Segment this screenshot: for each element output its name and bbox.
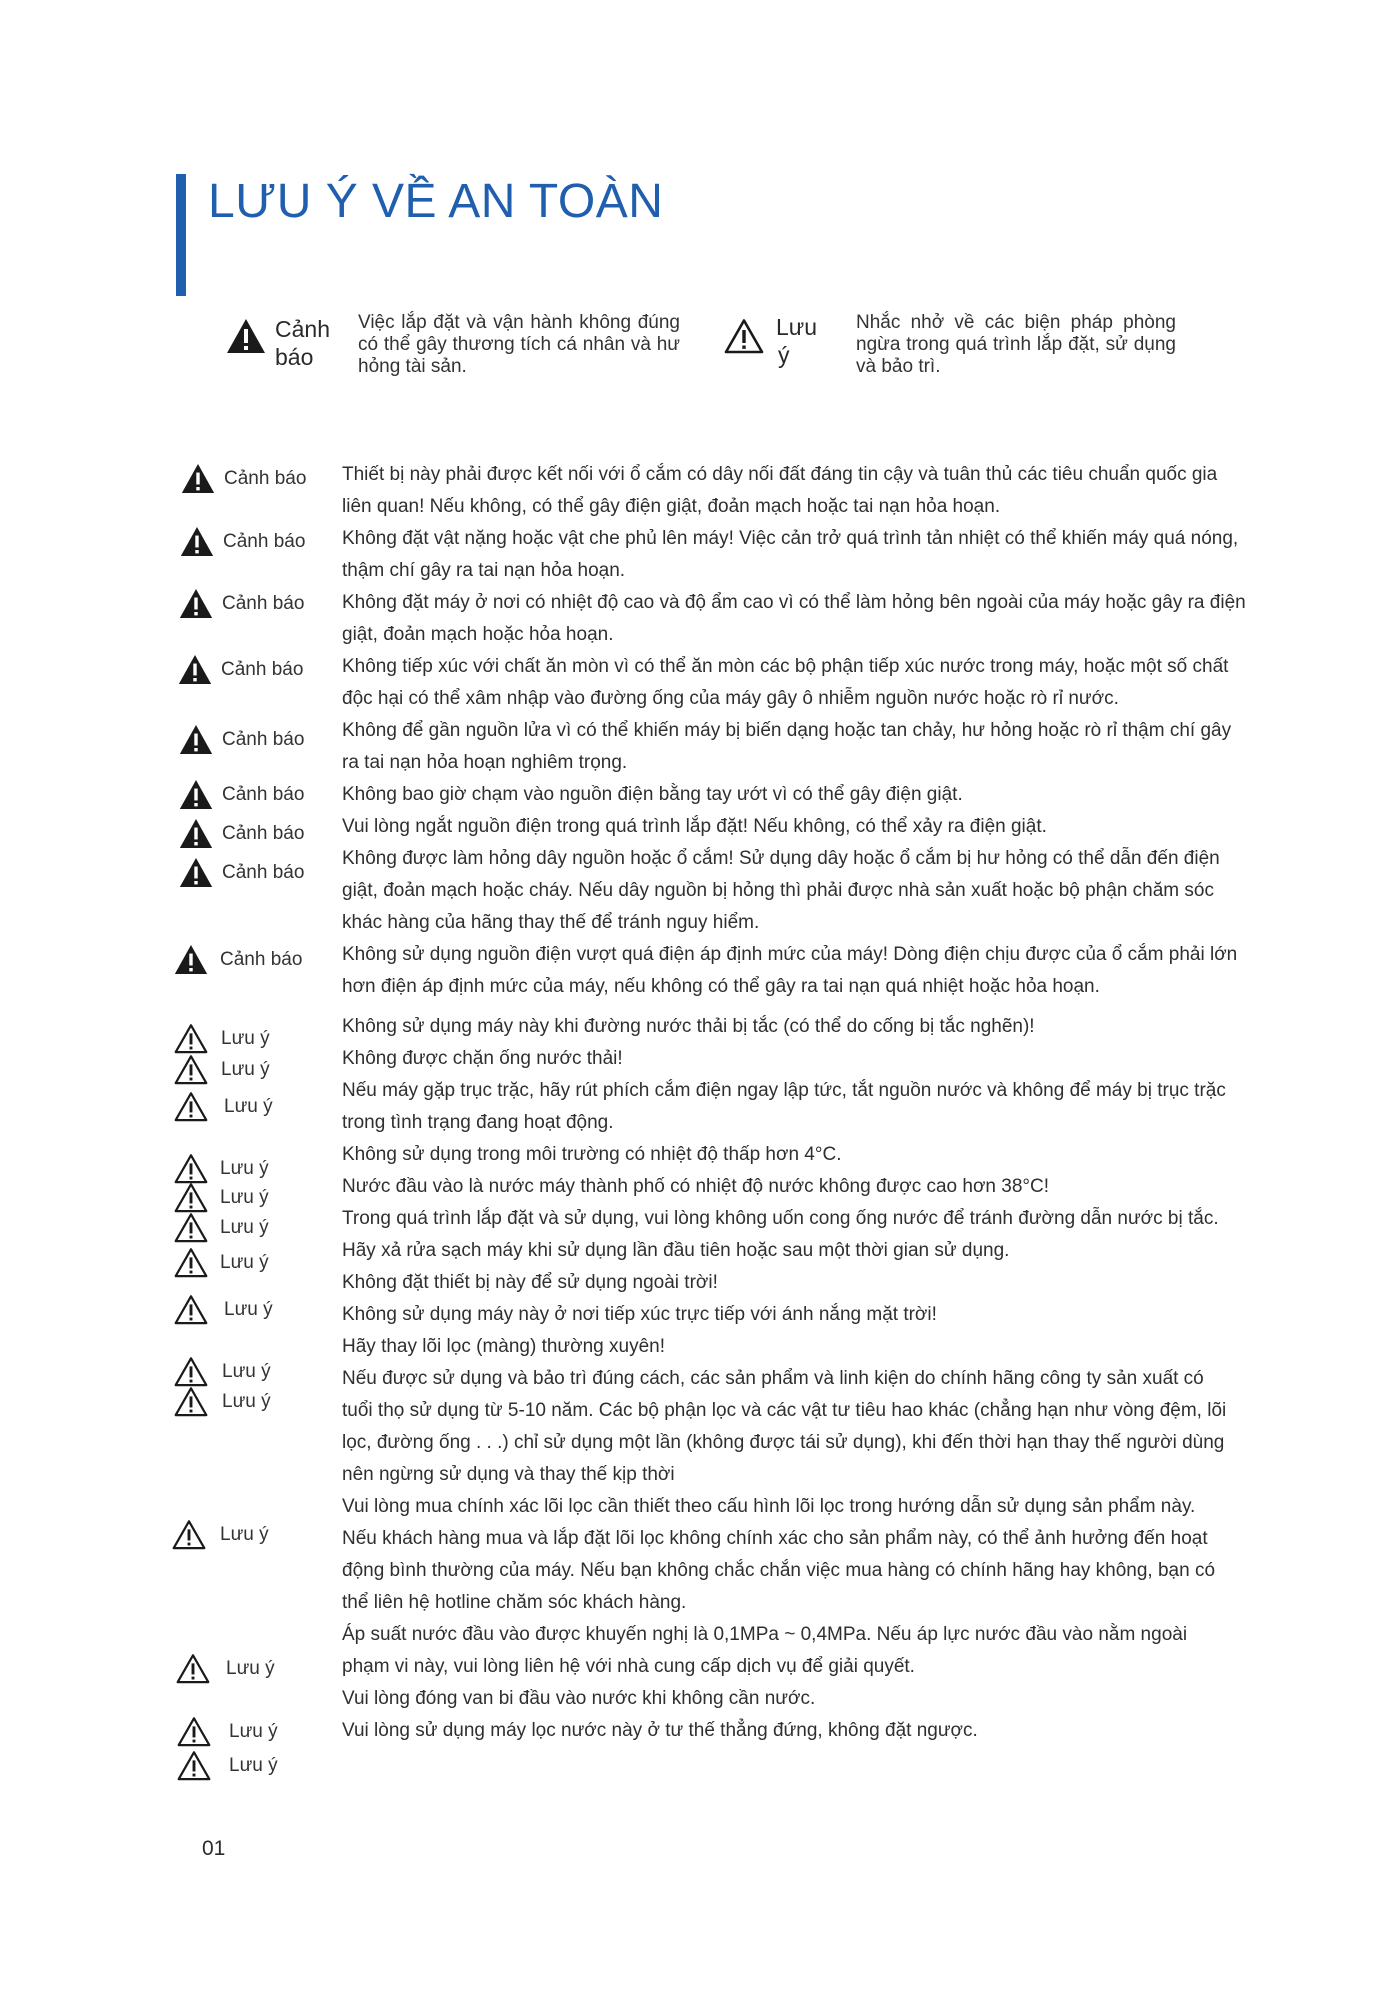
note-item: Không để gần nguồn lửa vì có thể khiến máy bị biến dạng hoặc tan chảy, hư hỏng hoặc rò rỉ thậm chí gây ra tai nạn hỏa hoạn nghiêm trọng. bbox=[342, 720, 1232, 773]
safety-notes bbox=[342, 459, 1292, 1747]
warning-icon bbox=[179, 779, 213, 810]
warning-marker-label: Cảnh báo bbox=[221, 658, 304, 680]
caution-marker-label: Lưu ý bbox=[221, 1058, 270, 1080]
warning-icon bbox=[181, 463, 215, 494]
caution-marker bbox=[177, 1750, 278, 1781]
caution-icon bbox=[174, 1023, 208, 1054]
note-item: Nếu máy gặp trục trặc, hãy rút phích cắm điện ngay lập tức, tắt nguồn nước và không để máy bị trục trặc trong tình trạng đang hoạt động. bbox=[342, 1080, 1226, 1133]
caution-marker-label: Lưu ý bbox=[220, 1186, 269, 1208]
caution-icon bbox=[174, 1356, 208, 1387]
caution-icon bbox=[724, 318, 764, 354]
warning-marker-label: Cảnh báo bbox=[220, 948, 303, 970]
warning-icon bbox=[179, 724, 213, 755]
note-item: Không bao giờ chạm vào nguồn điện bằng tay ướt vì có thể gây điện giật. bbox=[342, 784, 963, 805]
note-item: Không được làm hỏng dây nguồn hoặc ổ cắm! Sử dụng dây hoặc ổ cắm bị hư hỏng có thể dẫn đến điện giật, đoản mạch hoặc cháy. Nếu dây nguồn bị hỏng thì phải được nhà sản xuất hoặc bộ phận chăm sóc khác hàng của hãng thay thế để tránh nguy hiểm. bbox=[342, 848, 1220, 933]
note-item: Vui lòng ngắt nguồn điện trong quá trình lắp đặt! Nếu không, có thể xảy ra điện giật. bbox=[342, 816, 1047, 837]
warning-marker bbox=[179, 588, 304, 619]
caution-marker bbox=[176, 1653, 275, 1684]
caution-icon bbox=[174, 1212, 208, 1243]
caution-marker bbox=[174, 1386, 271, 1417]
caution-marker bbox=[174, 1212, 269, 1243]
legend-caution-description: Nhắc nhở về các biện pháp phòng ngừa trong quá trình lắp đặt, sử dụng và bảo trì. bbox=[856, 312, 1176, 377]
warning-marker-label: Cảnh báo bbox=[222, 728, 305, 750]
warning-marker bbox=[181, 463, 306, 494]
legend-caution-label-line2: ý bbox=[778, 342, 790, 368]
note-item: Không được chặn ống nước thải! bbox=[342, 1048, 623, 1069]
warning-marker-label: Cảnh báo bbox=[223, 530, 306, 552]
page-title: LƯU Ý VỀ AN TOÀN bbox=[208, 175, 664, 228]
note-item: Nếu được sử dụng và bảo trì đúng cách, các sản phẩm và linh kiện do chính hãng công ty sản xuất có tuổi thọ sử dụng từ 5-10 năm. Các bộ phận lọc và các vật tư tiêu hao khác (chẳng hạn như vòng đệm, lõi lọc, đường ống . . .) chỉ sử dụng một lần (không được tái sử dụng), khi đến thời hạn thay thế người dùng nên ngừng sử dụng và thay thế kịp thời bbox=[342, 1368, 1227, 1485]
legend-warning-label-line1: Cảnh bbox=[275, 316, 330, 342]
caution-icon bbox=[177, 1716, 211, 1747]
caution-marker-label: Lưu ý bbox=[229, 1754, 278, 1776]
warning-icon bbox=[179, 588, 213, 619]
caution-marker-label: Lưu ý bbox=[220, 1251, 269, 1273]
warning-marker bbox=[179, 857, 304, 888]
note-item: Hãy xả rửa sạch máy khi sử dụng lần đầu tiên hoặc sau một thời gian sử dụng. bbox=[342, 1240, 1010, 1261]
caution-icon bbox=[176, 1653, 210, 1684]
warning-icon bbox=[179, 857, 213, 888]
caution-marker-label: Lưu ý bbox=[224, 1095, 273, 1117]
warning-marker bbox=[179, 724, 304, 755]
caution-marker bbox=[177, 1716, 278, 1747]
warning-marker-label: Cảnh báo bbox=[224, 467, 307, 489]
note-item: Vui lòng sử dụng máy lọc nước này ở tư thế thẳng đứng, không đặt ngược. bbox=[342, 1720, 978, 1741]
note-item: Không sử dụng máy này khi đường nước thải bị tắc (có thể do cống bị tắc nghẽn)! bbox=[342, 1016, 1035, 1037]
note-item: Thiết bị này phải được kết nối với ổ cắm có dây nối đất đáng tin cậy và tuân thủ các tiêu chuẩn quốc gia liên quan! Nếu không, có thể gây điện giật, đoản mạch hoặc tai nạn hỏa hoạn. bbox=[342, 464, 1218, 517]
caution-icon bbox=[172, 1519, 206, 1550]
caution-marker-label: Lưu ý bbox=[226, 1657, 275, 1679]
warning-marker-label: Cảnh báo bbox=[222, 861, 305, 883]
warning-marker bbox=[178, 654, 303, 685]
caution-marker-label: Lưu ý bbox=[220, 1216, 269, 1238]
warning-marker bbox=[179, 779, 304, 810]
warning-marker bbox=[179, 818, 304, 849]
note-item: Trong quá trình lắp đặt và sử dụng, vui lòng không uốn cong ống nước để tránh đường dẫn nước bị tắc. bbox=[342, 1208, 1219, 1229]
caution-marker bbox=[174, 1153, 269, 1184]
caution-marker-label: Lưu ý bbox=[221, 1027, 270, 1049]
note-item: Không tiếp xúc với chất ăn mòn vì có thể ăn mòn các bộ phận tiếp xúc nước trong máy, hoặc một số chất độc hại có thể xâm nhập vào đường ống của máy gây ô nhiễm nguồn nước hoặc rò rỉ nước. bbox=[342, 656, 1229, 709]
warning-icon bbox=[178, 654, 212, 685]
warning-icon bbox=[180, 526, 214, 557]
caution-icon bbox=[174, 1247, 208, 1278]
note-item: Không sử dụng trong môi trường có nhiệt độ thấp hơn 4°C. bbox=[342, 1144, 842, 1165]
caution-marker-label: Lưu ý bbox=[220, 1157, 269, 1179]
caution-marker bbox=[174, 1294, 273, 1325]
caution-marker-label: Lưu ý bbox=[222, 1360, 271, 1382]
caution-icon bbox=[174, 1091, 208, 1122]
note-item: Không sử dụng máy này ở nơi tiếp xúc trực tiếp với ánh nắng mặt trời! bbox=[342, 1304, 937, 1325]
caution-marker-label: Lưu ý bbox=[222, 1390, 271, 1412]
caution-marker bbox=[174, 1054, 270, 1085]
caution-icon bbox=[174, 1386, 208, 1417]
caution-icon bbox=[177, 1750, 211, 1781]
caution-icon bbox=[174, 1153, 208, 1184]
caution-marker bbox=[174, 1182, 269, 1213]
caution-marker-label: Lưu ý bbox=[220, 1523, 269, 1545]
warning-marker bbox=[174, 944, 302, 975]
note-item: Không đặt máy ở nơi có nhiệt độ cao và độ ẩm cao vì có thể làm hỏng bên ngoài của máy hoặc gây ra điện giật, đoản mạch hoặc hỏa hoạn. bbox=[342, 592, 1246, 645]
caution-marker bbox=[174, 1023, 270, 1054]
caution-marker bbox=[174, 1356, 271, 1387]
warning-marker-label: Cảnh báo bbox=[222, 822, 305, 844]
marker-column bbox=[0, 0, 330, 1800]
legend-caution-label-line1: Lưu bbox=[776, 314, 817, 340]
note-item: Không sử dụng nguồn điện vượt quá điện áp định mức của máy! Dòng điện chịu được của ổ cắm phải lớn hơn điện áp định mức của máy, nếu không có thể gây ra tai nạn quá nhiệt hoặc hỏa hoạn. bbox=[342, 944, 1238, 997]
legend-warning-description: Việc lắp đặt và vận hành không đúng có thể gây thương tích cá nhân và hư hỏng tài sản. bbox=[358, 312, 680, 377]
note-item: Hãy thay lõi lọc (màng) thường xuyên! bbox=[342, 1336, 665, 1357]
caution-marker-label: Lưu ý bbox=[229, 1720, 278, 1742]
caution-icon bbox=[174, 1182, 208, 1213]
note-item: Vui lòng đóng van bi đầu vào nước khi không cần nước. bbox=[342, 1688, 816, 1709]
note-item: Nước đầu vào là nước máy thành phố có nhiệt độ nước không được cao hơn 38°C! bbox=[342, 1176, 1049, 1197]
warning-icon bbox=[174, 944, 208, 975]
note-item: Không đặt thiết bị này để sử dụng ngoài trời! bbox=[342, 1272, 718, 1293]
warning-marker-label: Cảnh báo bbox=[222, 592, 305, 614]
caution-icon bbox=[174, 1054, 208, 1085]
note-item: Áp suất nước đầu vào được khuyến nghị là 0,1MPa ~ 0,4MPa. Nếu áp lực nước đầu vào nằm ngoài phạm vi này, vui lòng liên hệ với nhà cung cấp dịch vụ để giải quyết. bbox=[342, 1624, 1188, 1677]
caution-marker-label: Lưu ý bbox=[224, 1298, 273, 1320]
note-item: Vui lòng mua chính xác lõi lọc cần thiết theo cấu hình lõi lọc trong hướng dẫn sử dụng sản phẩm này. Nếu khách hàng mua và lắp đặt lõi lọc không chính xác cho sản phẩm này, có thể ảnh hưởng đến hoạt động bình thường của máy. Nếu bạn không chắc chắn việc mua hàng có chính hãng hay không, bạn có thể liên hệ hotline chăm sóc khách hàng. bbox=[342, 1496, 1216, 1613]
legend-warning-label-line2: báo bbox=[275, 344, 314, 370]
caution-marker bbox=[174, 1091, 273, 1122]
warning-marker bbox=[180, 526, 305, 557]
warning-icon bbox=[179, 818, 213, 849]
note-item: Không đặt vật nặng hoặc vật che phủ lên máy! Việc cản trở quá trình tản nhiệt có thể khiến máy quá nóng, thậm chí gây ra tai nạn hỏa hoạn. bbox=[342, 528, 1239, 581]
page-number: 01 bbox=[202, 1837, 226, 1860]
caution-icon bbox=[174, 1294, 208, 1325]
caution-marker bbox=[172, 1519, 269, 1550]
warning-marker-label: Cảnh báo bbox=[222, 783, 305, 805]
caution-marker bbox=[174, 1247, 269, 1278]
